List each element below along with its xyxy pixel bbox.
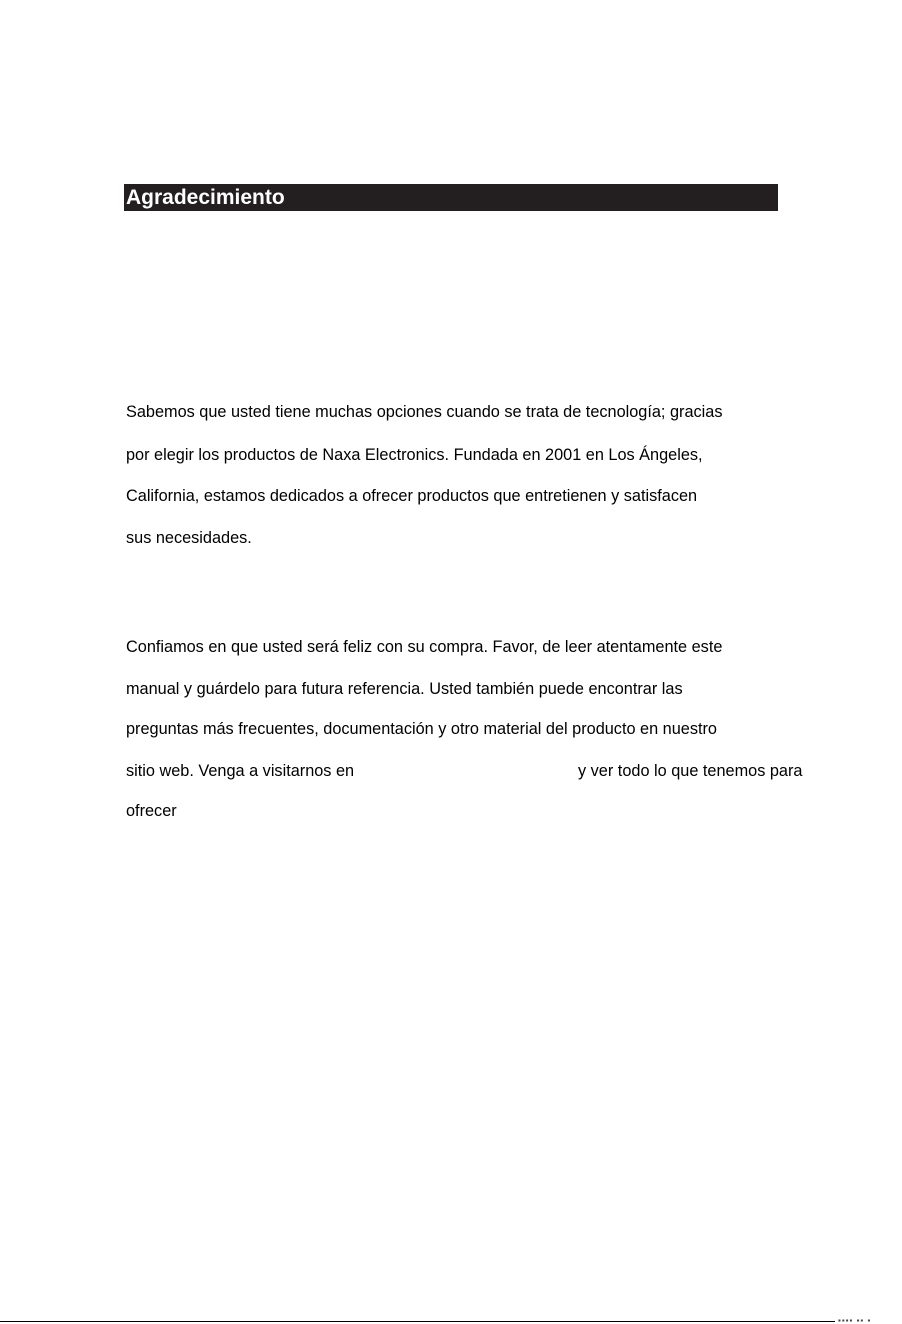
paragraph-line: ofrecer [126, 802, 177, 820]
paragraph-line: manual y guárdelo para futura referencia. Usted también puede encontrar las [126, 680, 683, 698]
paragraph-line: preguntas más frecuentes, documentación y otro material del producto en nuestro [126, 720, 717, 738]
paragraph-line: Confiamos en que usted será feliz con su compra. Favor, de leer atentamente este [126, 638, 723, 656]
section-heading: Agradecimiento [126, 186, 285, 209]
bottom-rule [0, 1321, 835, 1322]
paragraph-line: Sabemos que usted tiene muchas opciones cuando se trata de tecnología; gracias [126, 403, 723, 421]
paragraph-line-visit-left: sitio web. Venga a visitarnos en [126, 762, 355, 780]
paragraph-line: por elegir los productos de Naxa Electronics. Fundada en 2001 en Los Ángeles, [126, 446, 703, 464]
paragraph-line-visit-right: y ver todo lo que tenemos para [578, 762, 803, 780]
corner-mark: ▪▪▪▪ ▪▪ ▪ [838, 1318, 872, 1324]
paragraph-line: sus necesidades. [126, 529, 252, 547]
section-heading-bar [124, 184, 778, 211]
paragraph-line: California, estamos dedicados a ofrecer productos que entretienen y satisfacen [126, 487, 698, 505]
